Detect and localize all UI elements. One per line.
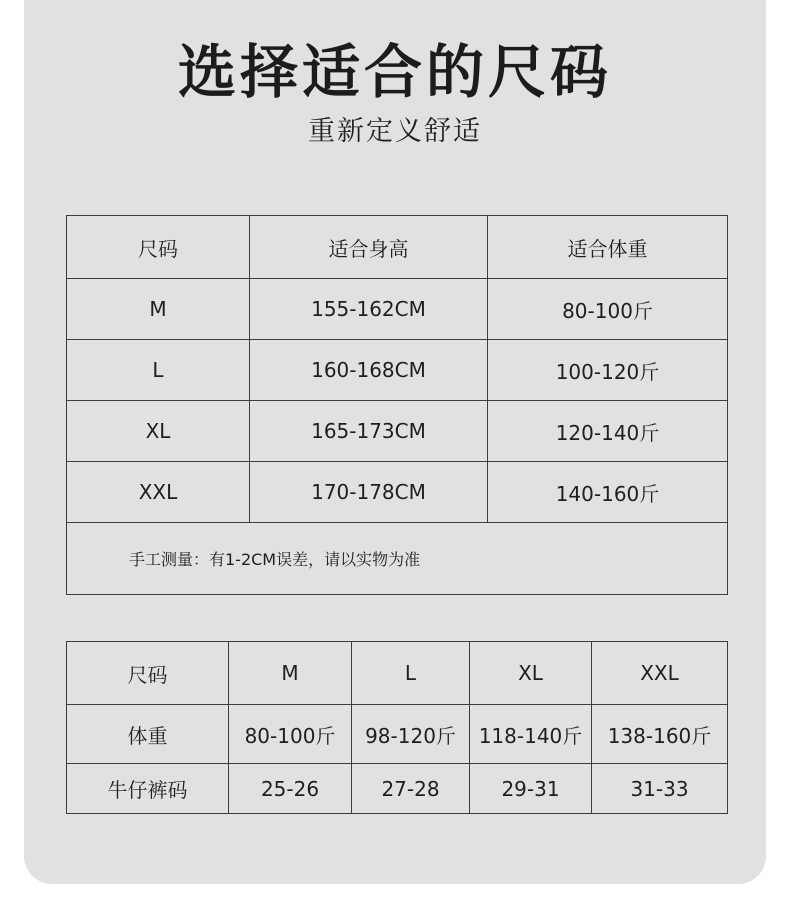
height-cell: 170-178CM bbox=[250, 462, 488, 523]
size-table-header-cell: 适合体重 bbox=[488, 216, 728, 279]
jeans-table-header-row bbox=[67, 642, 728, 705]
table-cell: 29-31 bbox=[470, 764, 592, 814]
table-row bbox=[67, 764, 728, 814]
jeans-table-header-cell: L bbox=[352, 642, 470, 705]
size-cell: XL bbox=[67, 401, 250, 462]
table-cell: 27-28 bbox=[352, 764, 470, 814]
weight-cell: 100-120斤 bbox=[488, 340, 728, 401]
measurement-note-row bbox=[67, 523, 728, 595]
table-row bbox=[67, 462, 728, 523]
size-cell: XXL bbox=[67, 462, 250, 523]
page-subtitle: 重新定义舒适 bbox=[308, 116, 482, 147]
jeans-table-header-cell: M bbox=[229, 642, 352, 705]
size-table-header-row bbox=[67, 216, 728, 279]
jeans-table-header-cell: XL bbox=[470, 642, 592, 705]
size-cell: L bbox=[67, 340, 250, 401]
size-table-header-cell: 适合身高 bbox=[250, 216, 488, 279]
jeans-table-header-cell: XXL bbox=[592, 642, 728, 705]
table-cell: 138-160斤 bbox=[592, 705, 728, 764]
table-row bbox=[67, 279, 728, 340]
row-label-cell: 牛仔裤码 bbox=[67, 764, 229, 814]
table-cell: 118-140斤 bbox=[470, 705, 592, 764]
size-table bbox=[66, 215, 728, 595]
weight-cell: 120-140斤 bbox=[488, 401, 728, 462]
height-cell: 155-162CM bbox=[250, 279, 488, 340]
measurement-note: 手工测量：有1-2CM误差，请以实物为准 bbox=[67, 523, 728, 595]
size-table-header-cell: 尺码 bbox=[67, 216, 250, 279]
weight-cell: 80-100斤 bbox=[488, 279, 728, 340]
table-row bbox=[67, 401, 728, 462]
table-cell: 98-120斤 bbox=[352, 705, 470, 764]
height-cell: 165-173CM bbox=[250, 401, 488, 462]
jeans-table-header-cell: 尺码 bbox=[67, 642, 229, 705]
height-cell: 160-168CM bbox=[250, 340, 488, 401]
size-cell: M bbox=[67, 279, 250, 340]
jeans-size-table bbox=[66, 641, 728, 814]
weight-cell: 140-160斤 bbox=[488, 462, 728, 523]
table-cell: 80-100斤 bbox=[229, 705, 352, 764]
table-row bbox=[67, 705, 728, 764]
table-row bbox=[67, 340, 728, 401]
row-label-cell: 体重 bbox=[67, 705, 229, 764]
table-cell: 25-26 bbox=[229, 764, 352, 814]
table-cell: 31-33 bbox=[592, 764, 728, 814]
page-title: 选择适合的尺码 bbox=[177, 38, 612, 106]
